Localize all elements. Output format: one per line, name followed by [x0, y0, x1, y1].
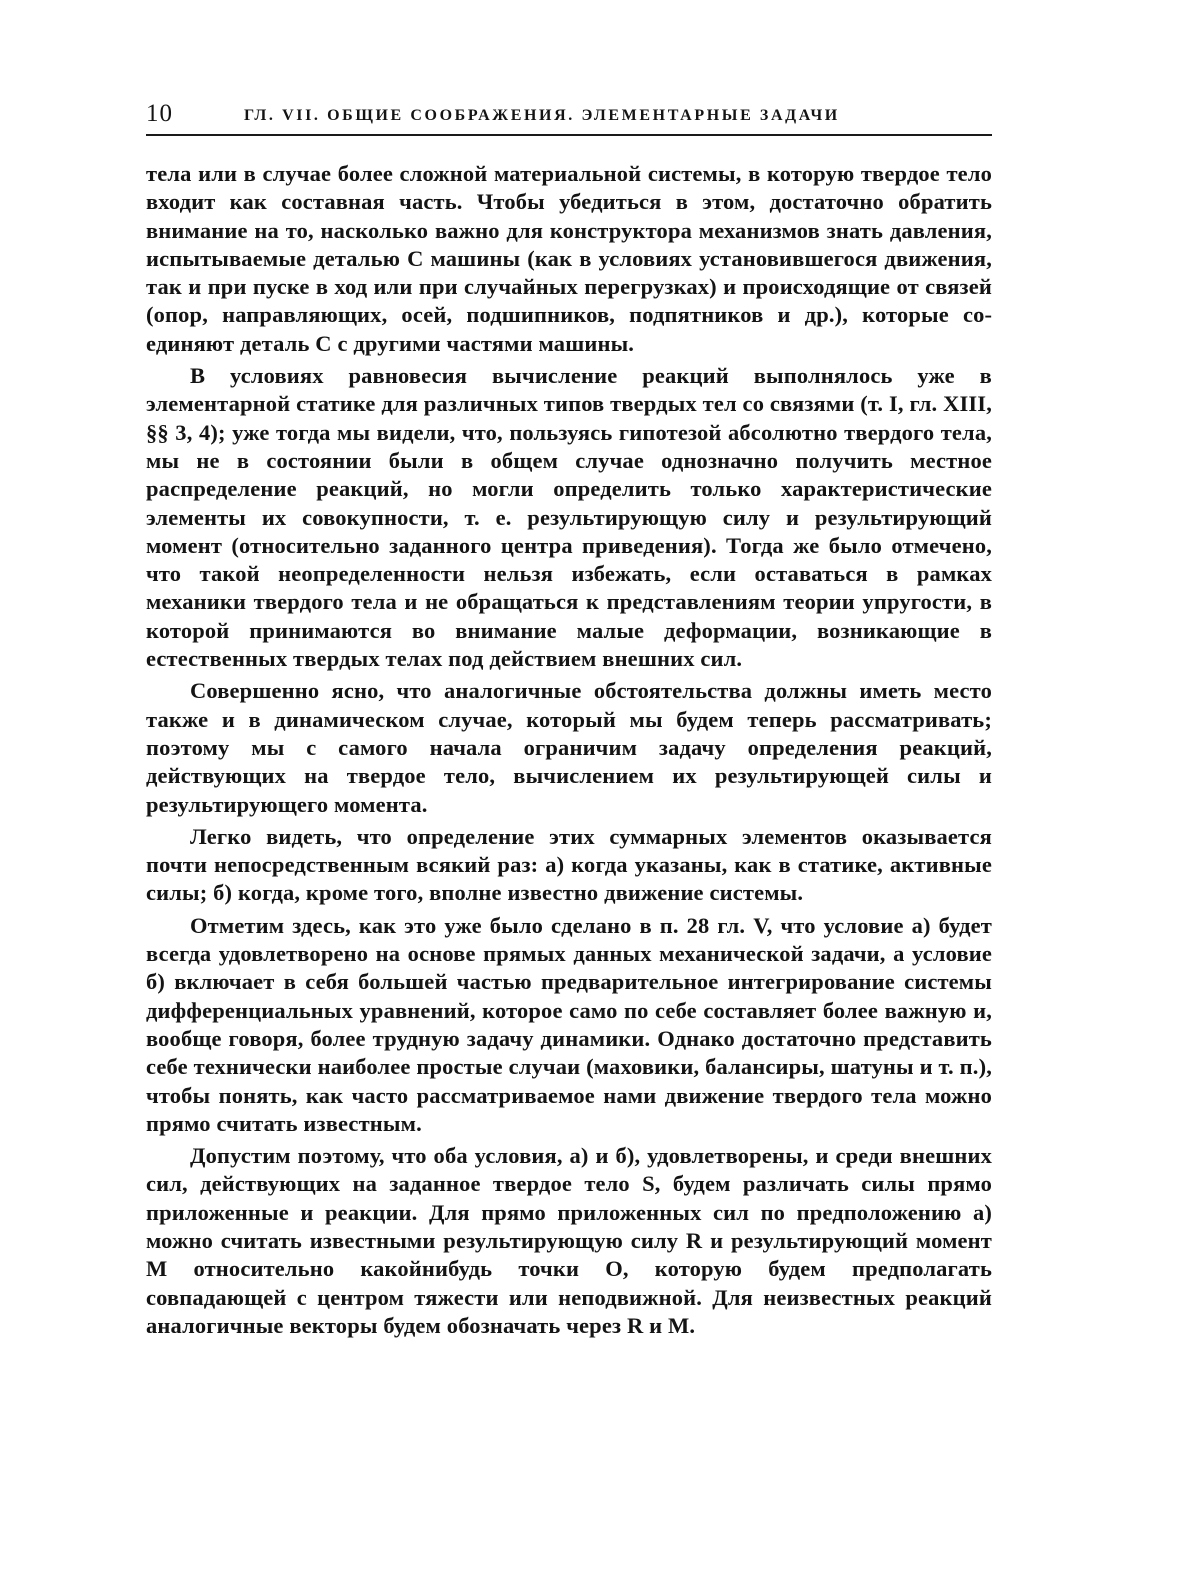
paragraph: Отметим здесь, как это уже было сделано в п. 28 гл. V, что условие а) будет всегда удовлетворено на основе прямых данных механической задачи, а условие б) включает в себя большей частью предварительное интегрирование системы дифференциальных уравнений, которое само по себе составляет более важную и, вообще говоря, более трудную задачу динамики. Однако достаточно представить себе технически наиболее простые случаи (маховики, балансиры, шатуны и т. п.), чтобы понять, как часто рассматриваемое нами движение твердого тела можно прямо считать известным.	[146, 912, 992, 1136]
running-title: ГЛ. VII. ОБЩИЕ СООБРАЖЕНИЯ. ЭЛЕМЕНТАРНЫЕ ЗАДАЧИ	[244, 107, 840, 124]
paragraph: Легко видеть, что определение этих суммарных элементов оказывается почти непосредственным всякий раз: а) когда указаны, как в статике, активные силы; б) когда, кроме того, вполне известно движение системы.	[146, 823, 992, 906]
page-body	[146, 160, 992, 1340]
page-header	[146, 98, 992, 136]
paragraph: тела или в случае более сложной материальной системы, в которую твердое тело входит как составная часть. Чтобы убедиться в этом, достаточно обратить внимание на то, насколько важно для конструктора механизмов знать давления, испытываемые деталью C машины (как в условиях установившегося движения, так и при пуске в ход или при случайных перегрузках) и происходящие от связей (опор, направляющих, осей, подшипников, подпятников и др.), которые соединяют деталь C с другими частями машины.	[146, 161, 992, 356]
paragraph: Допустим поэтому, что оба условия, а) и б), удовлетворены, и среди внешних сил, действующих на заданное твердое тело S, будем различать силы прямо приложенные и реакции. Для прямо приложенных сил по предположению а) можно считать известными результирующую силу R и результирующий момент M относительно какойнибудь точки O, которую будем предполагать совпадающей с центром тяжести или неподвижной. Для неизвестных реакций аналогичные векторы будем обозначать через R и M.	[146, 1143, 992, 1338]
page-number: 10	[146, 100, 173, 127]
paragraph: В условиях равновесия вычисление реакций выполнялось уже в элементарной статике для различных типов твердых тел со связями (т. I, гл. XIII, §§ 3, 4); уже тогда мы видели, что, пользуясь гипотезой абсолютно твердого тела, мы не в состоянии были в общем случае однозначно получить местное распределение реакций, но могли определить только характеристические элементы их совокупности, т. е. результирующую силу и результирующий момент (относительно заданного центра приведения). Тогда же было отмечено, что такой неопределенности нельзя избежать, если оставаться в рамках механики твердого тела и не обращаться к представлениям теории упругости, в которой принимаются во внимание малые деформации, возникающие в естественных твердых телах под действием внешних сил.	[146, 363, 992, 672]
paragraph: Совершенно ясно, что аналогичные обстоятельства должны иметь место также и в динамическом случае, который мы будем теперь рассматривать; поэтому мы с самого начала ограничим задачу определения реакций, действующих на твердое тело, вычислением их результирующей силы и результирующего момента.	[146, 678, 992, 817]
book-page	[146, 98, 992, 1344]
